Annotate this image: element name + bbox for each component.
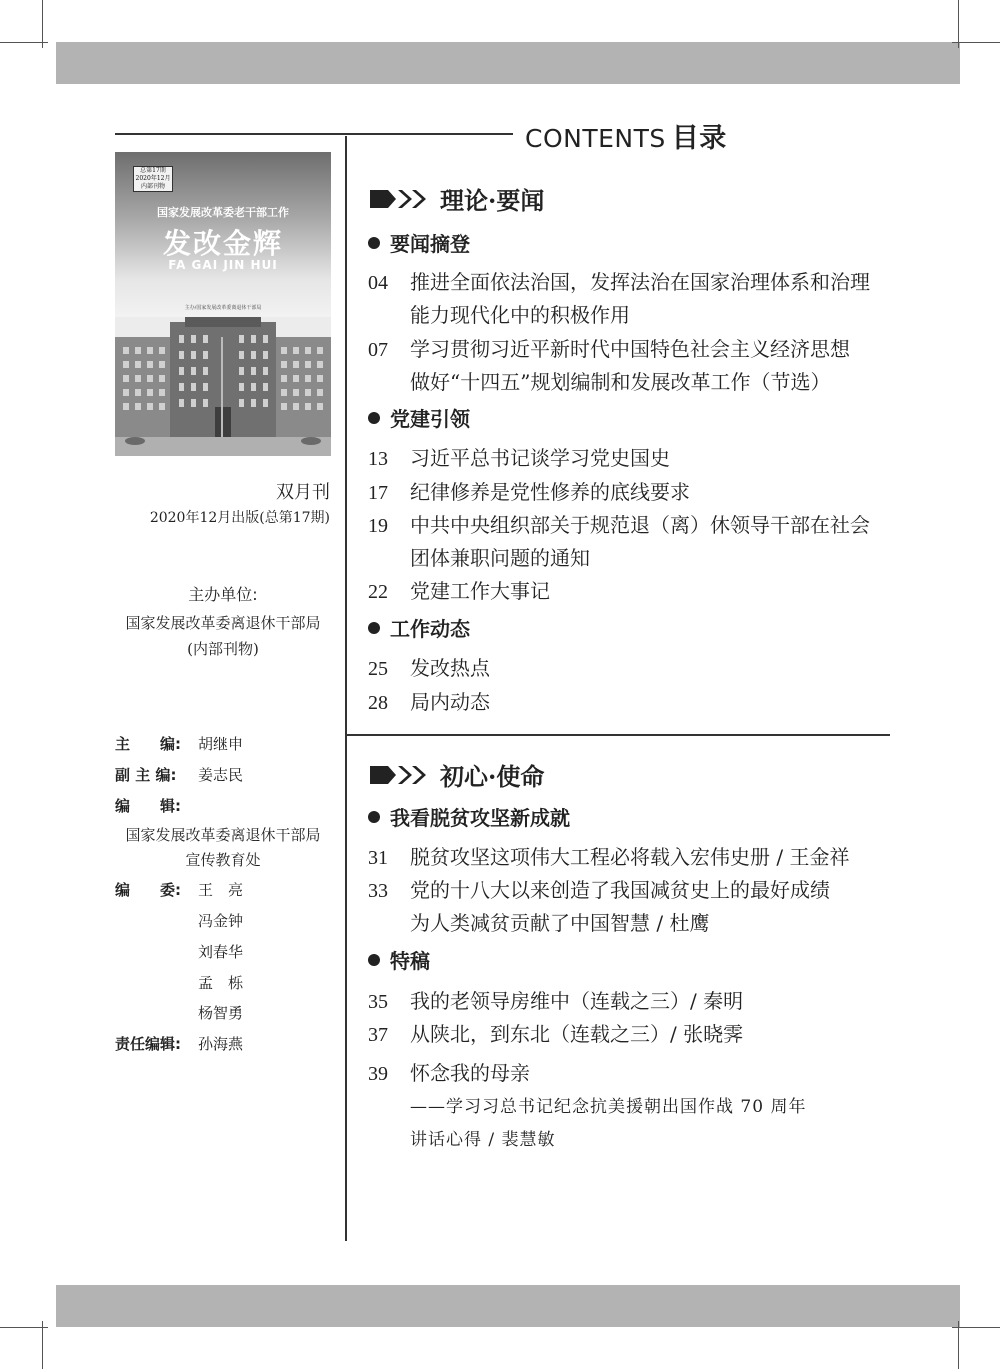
section-rule — [347, 734, 890, 736]
cover-issue-number: 总第17期 — [140, 167, 166, 174]
page-number: 35 — [368, 991, 388, 1013]
section-title — [368, 757, 544, 792]
page-number: 17 — [368, 482, 388, 504]
entry-title: 我的老领导房维中（连载之三）/ 秦明 — [410, 989, 744, 1013]
entry-title: 推进全面依法治国，发挥法治在国家治理体系和治理 — [410, 270, 870, 294]
page-number: 04 — [368, 272, 388, 294]
page-number: 25 — [368, 658, 388, 680]
page-number: 13 — [368, 448, 388, 470]
entry-title-continued: 为人类减贫贡献了中国智慧 / 杜鹰 — [410, 911, 710, 935]
entry-title: 从陕北，到东北（连载之三）/ 张晓霁 — [410, 1022, 744, 1046]
deputy-editor-label: 副 主 编: — [115, 766, 177, 784]
crop-mark — [0, 1327, 48, 1328]
cover-host: 主办/国家发展改革委离退休干部局 — [184, 305, 262, 311]
cover-pinyin-title: FA GAI JIN HUI — [168, 258, 278, 272]
contents-heading — [525, 116, 727, 155]
editing-office: 宣传教育处 — [185, 851, 261, 869]
entry-title: 学习贯彻习近平新时代中国特色社会主义经济思想 — [410, 337, 850, 361]
cover-issue-date: 2020年12月 — [135, 175, 171, 182]
committee-label: 编 委: — [115, 881, 181, 899]
crop-mark — [958, 0, 959, 48]
cover-org: 国家发展改革委老干部工作 — [157, 206, 289, 219]
entry-title: 脱贫攻坚这项伟大工程必将载入宏伟史册 / 王金祥 — [410, 845, 850, 869]
top-band — [56, 42, 960, 84]
bottom-band — [56, 1285, 960, 1327]
editing-label: 编 辑: — [115, 797, 181, 815]
deputy-editor-name: 姜志民 — [198, 766, 244, 784]
toc-entry[interactable] — [368, 652, 490, 681]
page-number: 28 — [368, 692, 388, 714]
column-divider — [345, 136, 347, 1241]
committee-member: 孟 栎 — [198, 974, 244, 992]
subsection-title — [368, 802, 570, 831]
contents-zh: 目录 — [671, 123, 727, 154]
committee-member: 冯金钟 — [198, 912, 244, 930]
cover-image — [115, 152, 331, 456]
page-number: 22 — [368, 581, 388, 603]
bullet-icon — [368, 237, 380, 249]
page-number: 07 — [368, 339, 388, 361]
bullet-icon — [368, 412, 380, 424]
section-title-text: 初心·使命 — [440, 762, 545, 791]
page-number: 31 — [368, 847, 388, 869]
subsection-title-text: 特稿 — [390, 949, 430, 973]
crop-mark — [952, 42, 1000, 43]
subsection-title-text: 要闻摘登 — [390, 232, 470, 256]
cover-building-illustration — [115, 317, 331, 456]
publication-date: 2020年12月出版(总第17期) — [149, 510, 330, 526]
entry-title: 党建工作大事记 — [410, 579, 550, 603]
committee-member: 杨智勇 — [198, 1004, 244, 1022]
toc-entry[interactable] — [368, 985, 743, 1014]
sponsor-label: 主办单位: — [188, 585, 258, 604]
editing-dept: 国家发展改革委离退休干部局 — [125, 826, 321, 844]
entry-title: 怀念我的母亲 — [410, 1061, 530, 1085]
crop-mark — [958, 1321, 959, 1369]
entry-title: 局内动态 — [410, 690, 490, 714]
bullet-icon — [368, 811, 380, 823]
crop-mark — [952, 1327, 1000, 1328]
toc-entry[interactable] — [368, 476, 690, 505]
page-number: 39 — [368, 1063, 388, 1085]
responsible-editor-name: 孙海燕 — [198, 1035, 244, 1053]
section-title — [368, 181, 544, 216]
subsection-title — [368, 945, 430, 974]
subsection-title-text: 工作动态 — [390, 617, 470, 641]
entry-subtitle-continued: 讲话心得 / 裴慧敏 — [410, 1130, 556, 1150]
toc-entry[interactable] — [368, 442, 670, 471]
crop-mark — [42, 1321, 43, 1369]
cover-issue-box — [133, 166, 173, 192]
publication-frequency: 双月刊 — [276, 482, 330, 503]
crop-mark — [42, 0, 43, 48]
subsection-title-text: 党建引领 — [390, 407, 470, 431]
subsection-title — [368, 228, 470, 257]
chief-editor-name: 胡继申 — [198, 735, 244, 753]
entry-title: 发改热点 — [410, 656, 490, 680]
entry-title-continued: 能力现代化中的积极作用 — [410, 303, 630, 327]
entry-title: 中共中央组织部关于规范退（离）休领导干部在社会 — [410, 513, 870, 537]
toc-entry[interactable] — [368, 1018, 743, 1047]
header-rule — [115, 133, 513, 135]
toc-entry[interactable] — [368, 1057, 530, 1086]
toc-entry[interactable] — [368, 266, 870, 295]
section-arrow-icon — [368, 187, 430, 211]
page-number: 33 — [368, 880, 388, 902]
subsection-title — [368, 613, 470, 642]
cover-magazine-title: 发改金辉 — [162, 227, 283, 260]
page-number: 19 — [368, 515, 388, 537]
entry-title: 纪律修养是党性修养的底线要求 — [410, 480, 690, 504]
section-arrow-icon — [368, 763, 430, 787]
bullet-icon — [368, 954, 380, 966]
toc-entry[interactable] — [368, 333, 850, 362]
entry-title-continued: 做好“十四五”规划编制和发展改革工作（节选） — [410, 370, 831, 394]
entry-subtitle: ——学习习总书记纪念抗美援朝出国作战 70 周年 — [410, 1097, 807, 1117]
bullet-icon — [368, 622, 380, 634]
toc-entry[interactable] — [368, 509, 870, 538]
crop-mark — [0, 42, 48, 43]
sponsor-note: (内部刊物) — [187, 640, 259, 658]
subsection-title-text: 我看脱贫攻坚新成就 — [390, 806, 570, 830]
contents-en: CONTENTS — [525, 124, 666, 153]
toc-entry[interactable] — [368, 686, 490, 715]
entry-title-continued: 团体兼职问题的通知 — [410, 546, 590, 570]
responsible-editor-label: 责任编辑: — [115, 1035, 181, 1053]
subsection-title — [368, 403, 470, 432]
section-title-text: 理论·要闻 — [440, 186, 545, 215]
entry-title: 习近平总书记谈学习党史国史 — [410, 446, 670, 470]
toc-entry[interactable] — [368, 575, 550, 604]
toc-entry[interactable] — [368, 874, 830, 903]
committee-member: 刘春华 — [198, 943, 244, 961]
sponsor-name: 国家发展改革委离退休干部局 — [125, 614, 321, 632]
entry-title: 党的十八大以来创造了我国减贫史上的最好成绩 — [410, 878, 830, 902]
page-number: 37 — [368, 1024, 388, 1046]
chief-editor-label: 主 编: — [115, 735, 181, 753]
cover-issue-note: 内部刊物 — [140, 183, 165, 190]
committee-member: 王 亮 — [198, 881, 244, 899]
toc-entry[interactable] — [368, 841, 849, 870]
